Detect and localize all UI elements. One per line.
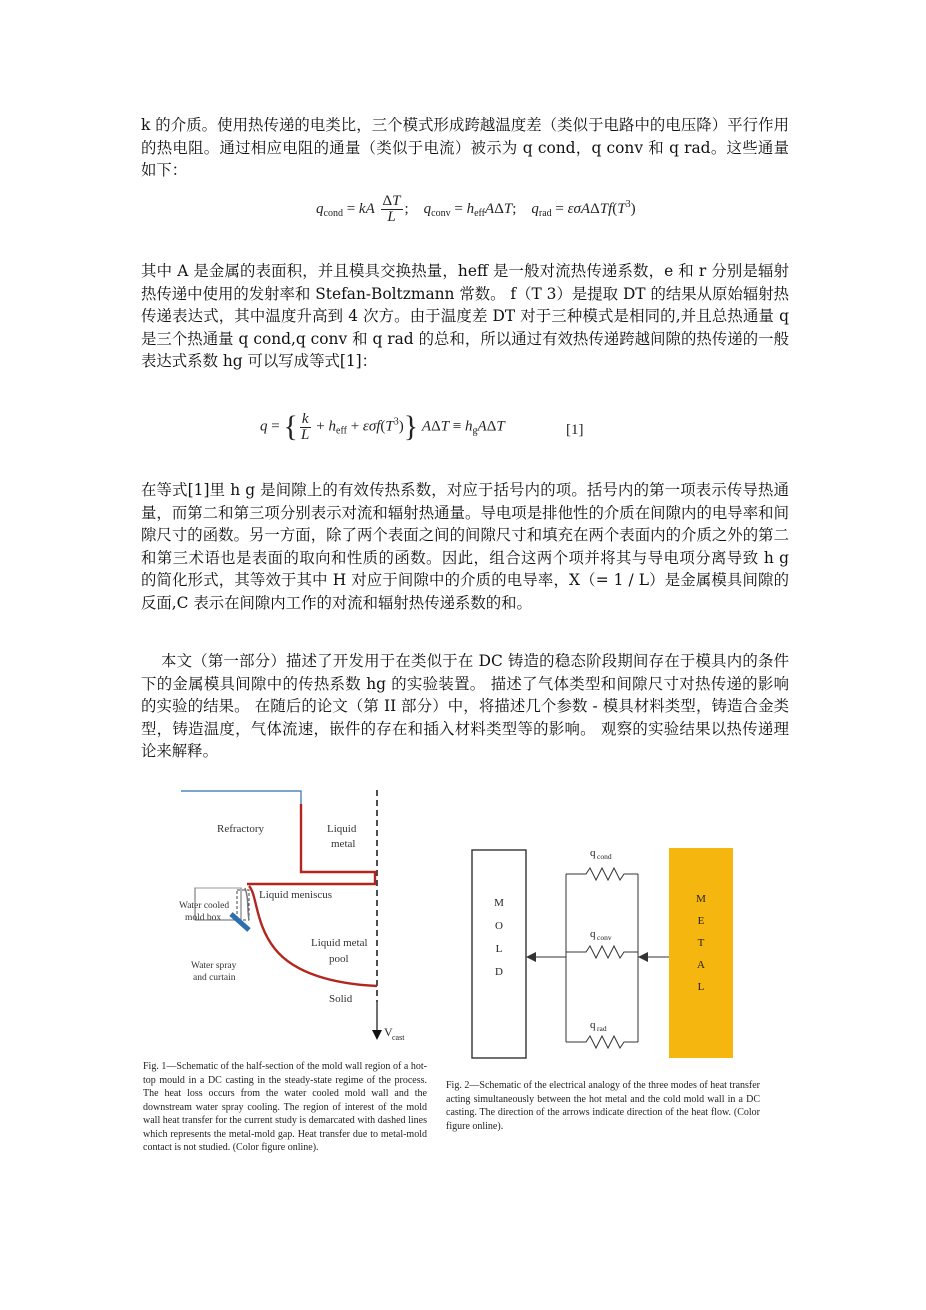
mold-letter-m: M (494, 897, 504, 909)
paragraph-hg-explanation: 在等式[1]里 h g 是间隙上的有效传热系数，对应于括号内的项。括号内的第一项表示传导热通量，而第二和第三项分别表示对流和辐射热通量。导电项是排他性的介质在间隙内的电导率和间隙尺寸的函数。另一方面，除了两个表面之间的间隙尺寸和填充在两个表面内的介质之外的第二和第三术语也是表面的取向和性质的函数。因此，组合这两个项并将其与导电项分离导致 h g 的简化形式，其等效于其中 H 对应于间隙中的介质的电导率，X（= 1 / L）是金属模具间隙的反面,C 表示在间隙内工作的对流和辐射热传递系数的和。 (141, 481, 789, 612)
hot-top-metal-boundary (247, 804, 375, 884)
figure-1-caption: Fig. 1—Schematic of the half-section of the mold wall region of a hot-top mould in a DC casting in the steady-state regime of the process. The heat loss occurs from the water cooled mold wall and the downstream water spray cooling. The region of interest of the mold wall heat transfer for the current study is demarcated with dashed lines which represents the metal-mold gap. Heat transfer due to metal-mold contact is not studied. (Color figure online). (143, 1061, 427, 1153)
mold-letter-l: L (495, 943, 503, 955)
label-water-spray: Water spray (191, 961, 237, 971)
label-meniscus: Liquid meniscus (259, 889, 333, 901)
label-q-cond-sub: cond (597, 852, 612, 861)
solidification-front (249, 886, 377, 986)
label-curtain: and curtain (193, 973, 236, 983)
water-spray (231, 914, 249, 930)
flux-equations: $q_{cond}$ = kA $\frac{\Delta T}{L}$ ; $q_{conv} = h_{eff}A\Delta T$; $q_{rad} = \varepsilon\sigma A\Delta Tf(T^3)$ (316, 193, 636, 225)
paragraph-definitions: 其中 A 是金属的表面积，并且模具交换热量，heff 是一般对流热传递系数，e 和 r 分别是辐射热传递中使用的发射率和 Stefan-Boltzmann 常数。 f（T 3）是提取 DT 的结果从原始辐射热传递表达式，其中温度升高到 4 次方。由于温度差 DT 对于三种模式是相同的,并且总热通量 q 是三个热通量 q cond,q conv 和 q rad 的总和，所以通过有效热传递跨越间隙的热传递的一般表达式系数 hg 可以写成等式[1]： (141, 262, 789, 371)
resistor-cond (566, 868, 638, 880)
mold-letter-d: D (495, 966, 503, 978)
mold-letter-o: O (495, 920, 503, 932)
resistor-rad (566, 1036, 638, 1048)
label-liquid: Liquid (327, 823, 357, 835)
equation-number: [1] (566, 422, 584, 438)
figure-2-caption: Fig. 2—Schematic of the electrical analogy of the three modes of heat transfer acting simultaneously between the hot metal and the cold mold wall in a DC casting. The direction of the arrows indicate direction of the heat flow. (Color figure online). (446, 1080, 760, 1132)
refractory-outline (181, 791, 301, 804)
figure-1-schematic (165, 784, 435, 1054)
metal-letter-e: E (697, 915, 705, 927)
label-vcast: V (384, 1025, 393, 1039)
metal-letter-m: M (696, 893, 706, 905)
label-liquid-metal-pool-1: Liquid metal (311, 937, 368, 949)
label-refractory: Refractory (217, 823, 265, 835)
label-q-conv-sub: conv (597, 933, 612, 942)
label-vcast-sub: cast (392, 1033, 405, 1042)
label-water-cooled: Water cooled (179, 901, 230, 911)
label-q-rad: q (590, 1019, 596, 1031)
vcast-arrow-head (372, 1030, 382, 1040)
paragraph-intro: k 的介质。使用热传递的电类比，三个模式形成跨越温度差（类似于电路中的电压降）平行作用的热电阻。通过相应电阻的通量（类似于电流）被示为 q cond，q conv 和 q rad。这些通量如下： (141, 116, 789, 180)
label-q-conv: q (590, 928, 596, 940)
label-q-cond: q (590, 847, 596, 859)
label-liquid-metal-pool-2: pool (329, 953, 349, 965)
equation-1: q = { $\frac{k}{L}$ + $h_{eff} + \varepsilon\sigma f(T^3)$} $A\Delta T \equiv h_gA\Delta T$ [1] (260, 410, 584, 443)
metal-box (669, 848, 733, 1058)
label-solid: Solid (329, 993, 353, 1005)
label-q-rad-sub: rad (597, 1024, 607, 1033)
arrow-to-mold (526, 952, 536, 962)
metal-letter-t: T (697, 937, 705, 949)
label-metal: metal (331, 838, 356, 850)
figure-2-circuit (466, 836, 766, 1066)
label-mold-box: mold box (185, 913, 222, 923)
metal-letter-a: A (697, 959, 705, 971)
paragraph-scope: 本文（第一部分）描述了开发用于在类似于在 DC 铸造的稳态阶段期间存在于模具内的条件下的金属模具间隙中的传热系数 hg 的实验装置。 描述了气体类型和间隙尺寸对热传递的影响的实验的结果。 在随后的论文（第 II 部分）中，将描述几个参数 - 模具材料类型，铸造合金类型，铸造温度，气体流速，嵌件的存在和插入材料类型等的影响。 观察的实验结果以热传递理论来解释。 (141, 652, 789, 761)
resistor-conv (566, 946, 638, 958)
metal-letter-l: L (697, 981, 705, 993)
arrow-from-metal (638, 952, 648, 962)
